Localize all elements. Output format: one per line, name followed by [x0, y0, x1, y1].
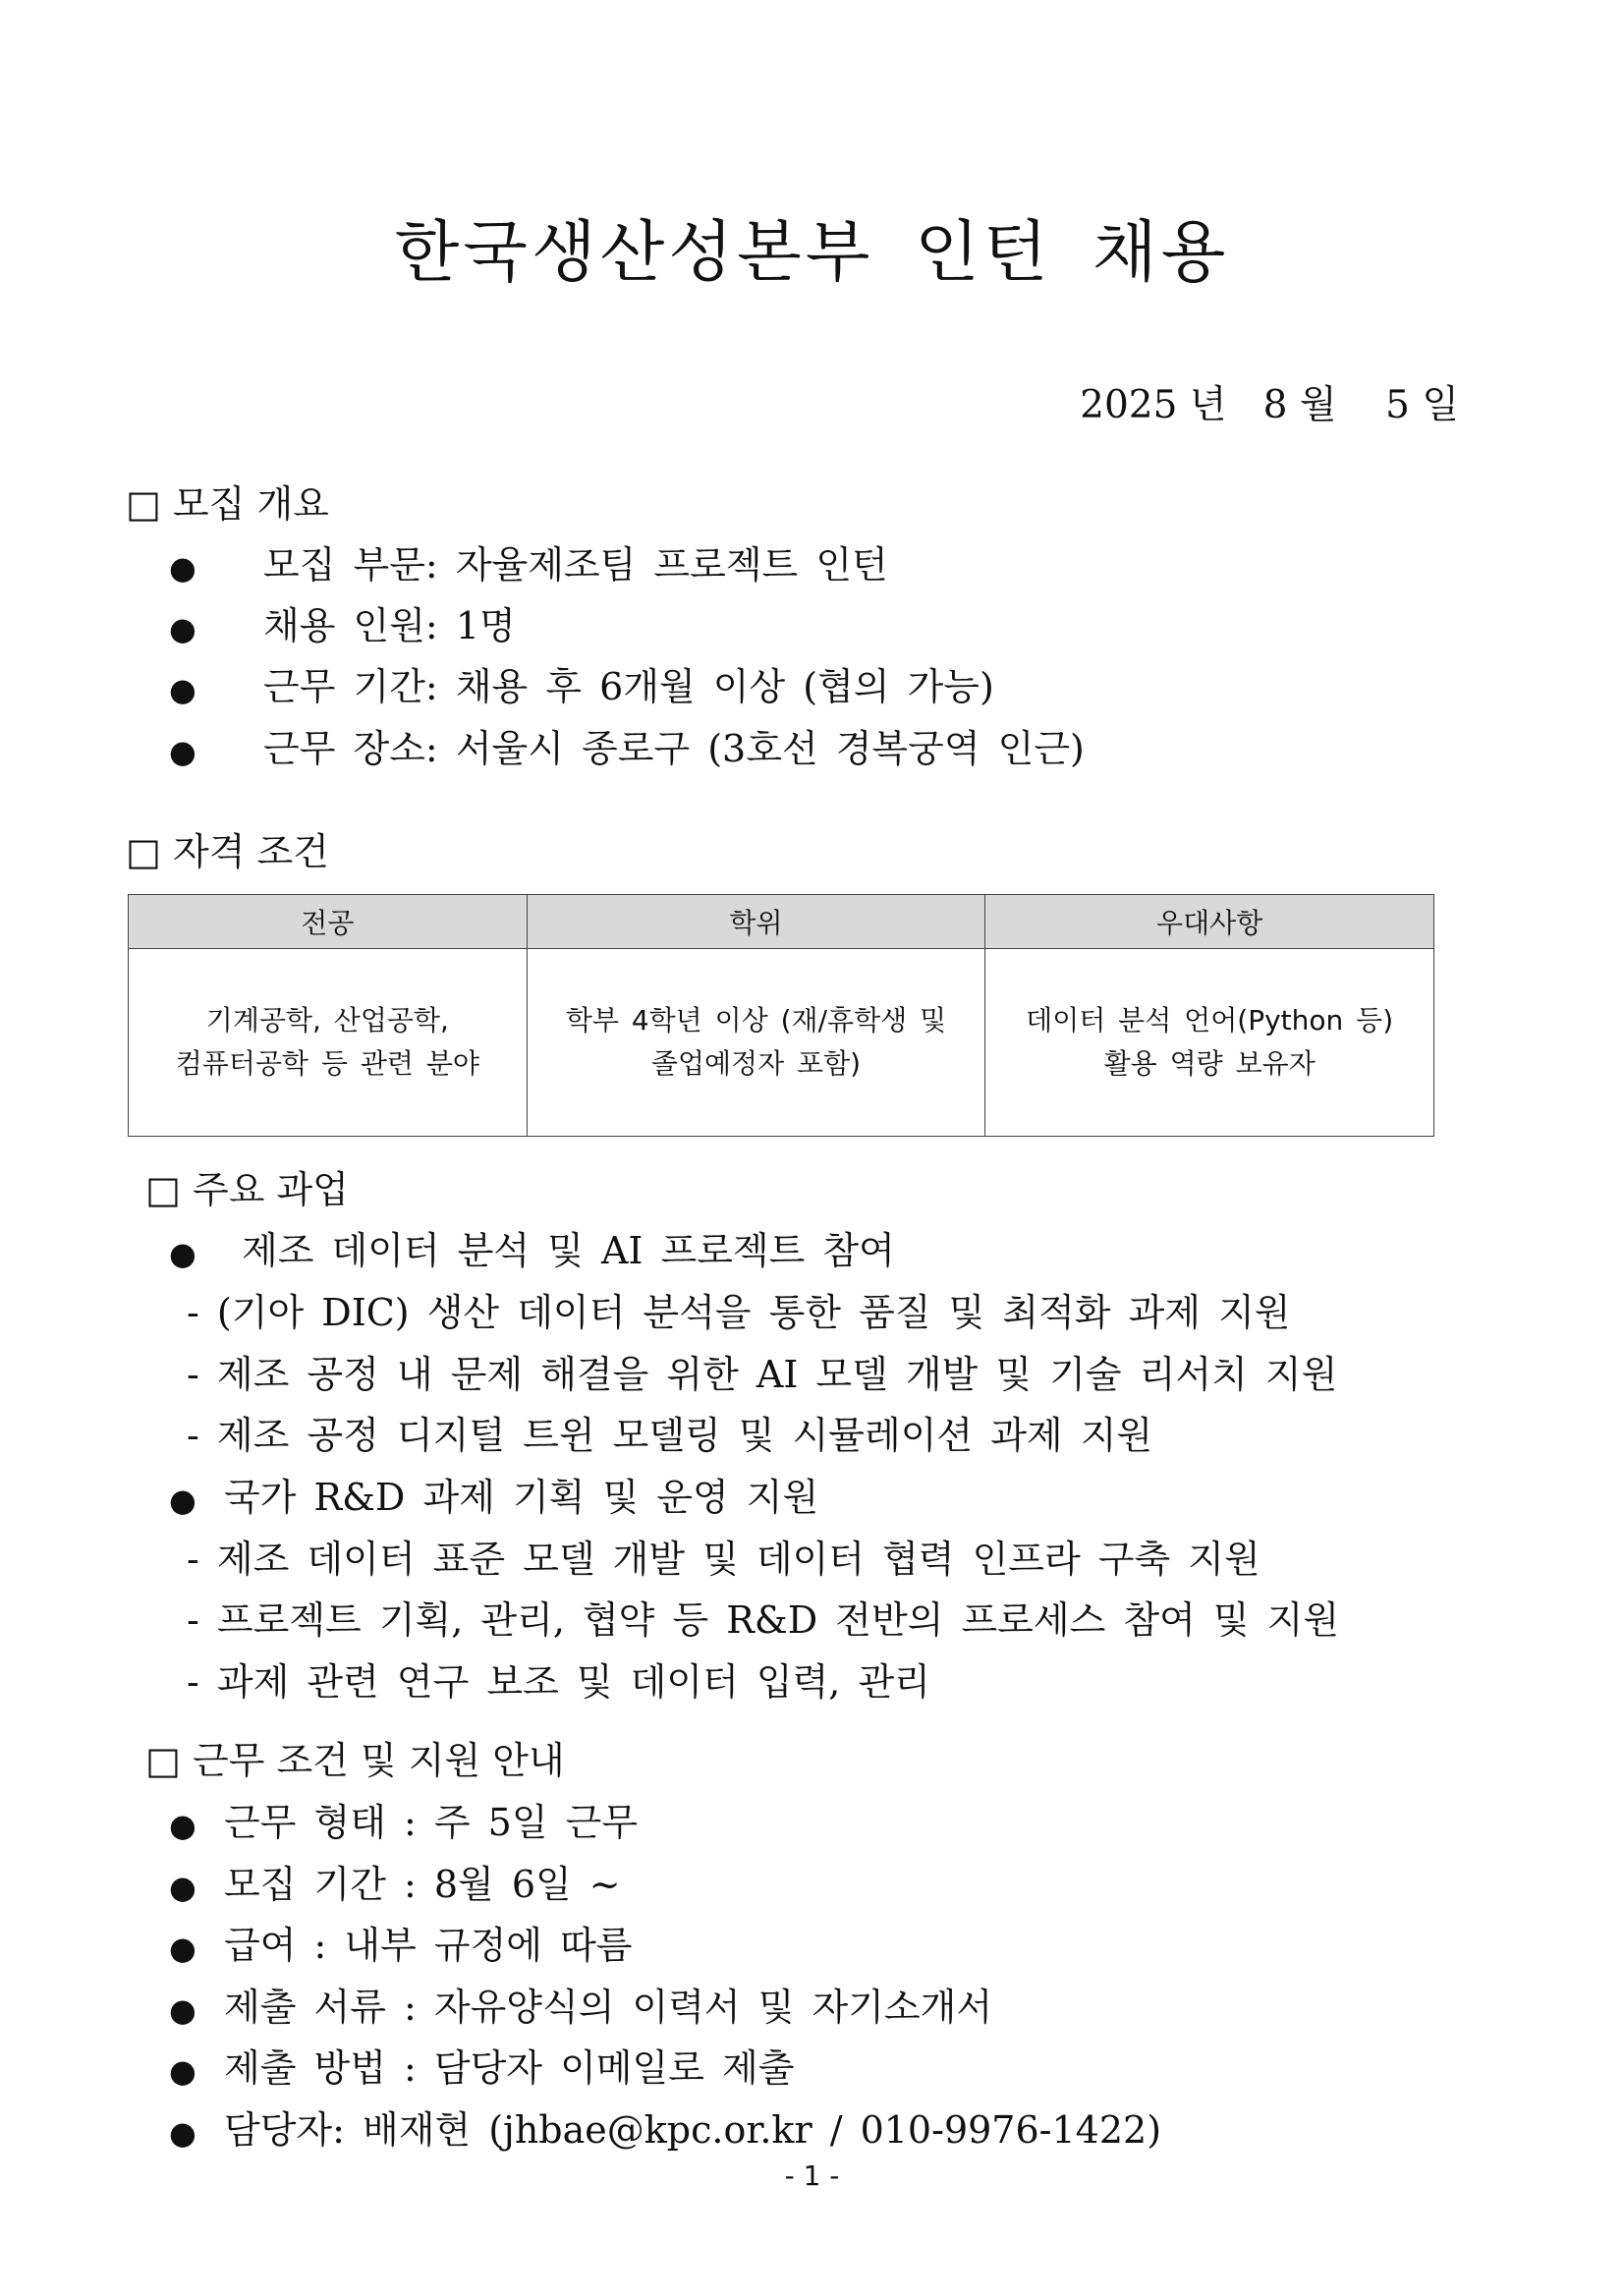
task-subitem: - 제조 공정 디지털 트윈 모델링 및 시뮬레이션 과제 지원: [187, 1414, 1153, 1457]
conditions-heading: □ 근무 조건 및 지원 안내: [145, 1739, 565, 1782]
bullet-icon: ●: [169, 610, 196, 647]
qualification-table: [128, 894, 1434, 1137]
table-header-row: [129, 895, 1434, 949]
recruit-heading: □ 모집 개요: [126, 482, 329, 526]
recruit-item-value: 서울시 종로구 (3호선 경복궁역 인근): [455, 727, 1085, 770]
recruit-item-location: 근무 장소: 서울시 종로구 (3호선 경복궁역 인근): [263, 727, 1085, 770]
condition-item-recruit-period: 모집 기간 : 8월 6일 ~: [224, 1863, 621, 1906]
page-title: 한국생산성본부 인턴 채용: [394, 214, 1230, 292]
document-date: 2025 년 8 월 5 일: [1080, 383, 1459, 427]
recruit-item-value: 1명: [455, 604, 516, 647]
bullet-icon: ●: [169, 1482, 196, 1519]
recruit-item-period: 근무 기간: 채용 후 6개월 이상 (협의 가능): [263, 665, 994, 708]
condition-item-method: 제출 방법 : 담당자 이메일로 제출: [224, 2046, 795, 2090]
column-header-major: 전공: [129, 895, 528, 949]
cell-degree: 학부 4학년 이상 (재/휴학생 및 졸업예정자 포함): [527, 949, 985, 1137]
task-subitem: - 제조 공정 내 문제 해결을 위한 AI 모델 개발 및 기술 리서치 지원: [187, 1353, 1338, 1396]
bullet-icon: ●: [169, 1991, 196, 2029]
recruit-item-label: 근무 장소: [263, 727, 425, 770]
recruit-item-headcount: 채용 인원: 1명: [263, 604, 516, 647]
column-header-degree: 학위: [527, 895, 985, 949]
condition-item-contact: 담당자: 배재현 (jhbae@kpc.or.kr / 010-9976-1422): [224, 2108, 1162, 2152]
bullet-icon: ●: [169, 733, 196, 770]
page-number: - 1 -: [784, 2159, 840, 2192]
bullet-icon: ●: [169, 1235, 196, 1272]
condition-item-work-type: 근무 형태 : 주 5일 근무: [224, 1801, 639, 1844]
recruit-item-value: 자율제조팀 프로젝트 인턴: [455, 543, 888, 587]
tasks-heading: □ 주요 과업: [145, 1168, 349, 1211]
table-row: [129, 949, 1434, 1137]
cell-major: 기계공학, 산업공학, 컴퓨터공학 등 관련 분야: [129, 949, 528, 1137]
qualification-heading: □ 자격 조건: [126, 830, 329, 873]
column-header-preference: 우대사항: [985, 895, 1434, 949]
task-subitem: - 제조 데이터 표준 모델 개발 및 데이터 협력 인프라 구축 지원: [187, 1538, 1260, 1581]
cell-preference: 데이터 분석 언어(Python 등) 활용 역량 보유자: [985, 949, 1434, 1137]
recruit-item-value: 채용 후 6개월 이상 (협의 가능): [455, 665, 994, 708]
recruit-item-label: 채용 인원: [263, 604, 425, 647]
task-subitem: - (기아 DIC) 생산 데이터 분석을 통한 품질 및 최적화 과제 지원: [187, 1291, 1291, 1334]
bullet-icon: ●: [169, 2114, 196, 2152]
bullet-icon: ●: [169, 1807, 196, 1844]
task-subitem: - 프로젝트 기획, 관리, 협약 등 R&D 전반의 프로세스 참여 및 지원: [187, 1598, 1340, 1642]
bullet-icon: ●: [169, 2052, 196, 2090]
recruit-item-label: 모집 부문: [263, 543, 425, 587]
bullet-icon: ●: [169, 549, 196, 587]
recruit-item-label: 근무 기간: [263, 665, 425, 708]
condition-item-documents: 제출 서류 : 자유양식의 이력서 및 자기소개서: [224, 1986, 993, 2029]
bullet-icon: ●: [169, 671, 196, 708]
condition-item-salary: 급여 : 내부 규정에 따름: [224, 1924, 633, 1967]
recruit-item-department: 모집 부문: 자율제조팀 프로젝트 인턴: [263, 543, 888, 587]
task-group-title: 국가 R&D 과제 기획 및 운영 지원: [224, 1476, 819, 1519]
task-group-title: 제조 데이터 분석 및 AI 프로젝트 참여: [242, 1229, 895, 1272]
task-subitem: - 과제 관련 연구 보조 및 데이터 입력, 관리: [187, 1660, 930, 1704]
bullet-icon: ●: [169, 1869, 196, 1906]
bullet-icon: ●: [169, 1930, 196, 1967]
